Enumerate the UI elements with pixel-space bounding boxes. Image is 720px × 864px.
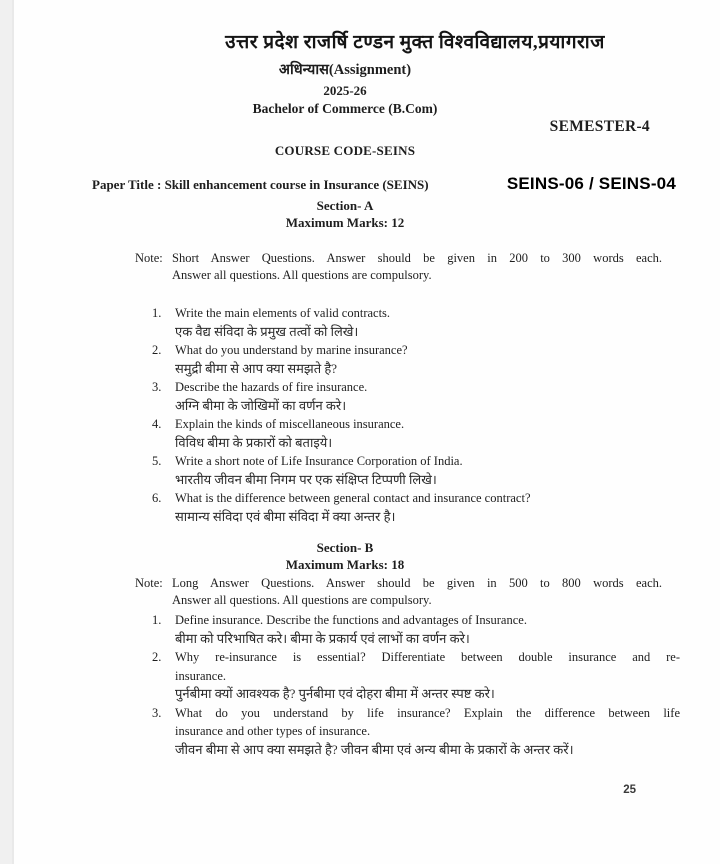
question-text-en: Define insurance. Describe the functions and advantages of Insurance.: [175, 613, 527, 627]
question-text-en: What is the difference between general contact and insurance contract?: [175, 491, 531, 505]
note-label: Note:: [135, 576, 163, 590]
question-text-en: Explain the kinds of miscellaneous insurance.: [175, 417, 405, 431]
question-number: 3.: [152, 705, 162, 720]
question-number: 2.: [152, 343, 162, 357]
paper-code: SEINS-06 / SEINS-04: [506, 174, 676, 193]
note-text: [172, 575, 662, 609]
semester-label: SEMESTER-4: [549, 118, 650, 135]
question-text-en: What do you understand by marine insurance?: [175, 343, 408, 357]
question-number: 4.: [152, 417, 162, 431]
course-code: COURSE CODE-SEINS: [274, 143, 416, 158]
question-item: [152, 415, 676, 452]
session-year: 2025-26: [323, 83, 367, 98]
question-text-hi: बीमा को परिभाषित करे। बीमा के प्रकार्य एवं लाभों का वर्णन करे।: [175, 630, 470, 646]
note-label: Note:: [135, 251, 163, 265]
question-text-en: Write a short note of Life Insurance Corporation of India.: [175, 454, 463, 468]
question-text-en: Write the main elements of valid contracts.: [175, 306, 391, 320]
question-item: [152, 704, 680, 760]
section-b-max-marks: Maximum Marks: 18: [285, 557, 405, 572]
question-number: 5.: [152, 454, 162, 468]
question-text-hi: अग्नि बीमा के जोखिमों का वर्णन करे।: [175, 397, 347, 413]
question-text-en: What do you understand by life insurance? Explain the difference between life: [175, 705, 680, 720]
page-number: 25: [623, 784, 636, 796]
question-number: 1.: [152, 613, 162, 627]
question-item: [152, 489, 676, 526]
note-line: Short Answer Questions. Answer should be given in 200 to 300 words each.: [172, 251, 662, 265]
question-number: 1.: [152, 306, 162, 320]
section-b-heading: Section- B: [316, 540, 374, 555]
question-item: [152, 378, 676, 415]
section-a-max-marks: Maximum Marks: 12: [285, 215, 405, 230]
question-item: [152, 452, 676, 489]
scanned-page-edge: [0, 0, 14, 864]
note-line: Long Answer Questions. Answer should be given in 500 to 800 words each.: [172, 576, 662, 590]
note-line: Answer all questions. All questions are compulsory.: [172, 268, 432, 282]
question-text-hi: सामान्य संविदा एवं बीमा संविदा में क्या अन्तर है।: [175, 508, 396, 524]
note-line: Answer all questions. All questions are compulsory.: [172, 593, 432, 607]
question-item: [152, 304, 676, 341]
question-text-hi: जीवन बीमा से आप क्या समझते है? जीवन बीमा एवं अन्य बीमा के प्रकारों के अन्तर करें।: [175, 741, 574, 757]
program-name: Bachelor of Commerce (B.Com): [252, 101, 438, 116]
assignment-label: अधिन्यास(Assignment): [278, 62, 412, 78]
question-text-hi: विविध बीमा के प्रकारों को बताइये।: [175, 434, 333, 450]
question-number: 2.: [152, 650, 162, 664]
document-content: [14, 0, 680, 759]
section-b-note: [135, 575, 662, 609]
question-text-en: Why re-insurance is essential? Differentiate between double insurance and re-: [175, 650, 680, 664]
section-a-question-list: [152, 304, 676, 526]
paper-title-row: [14, 174, 676, 195]
question-item: [152, 341, 676, 378]
question-text-en: insurance and other types of insurance.: [175, 724, 371, 738]
question-item: [152, 648, 680, 704]
question-text-hi: भारतीय जीवन बीमा निगम पर एक संक्षिप्त टिप्पणी लिखे।: [175, 471, 437, 487]
question-item: [152, 611, 676, 648]
paper-title: Paper Title : Skill enhancement course in Insurance (SEINS): [92, 177, 429, 192]
note-text: [172, 250, 662, 284]
section-a-heading: Section- A: [316, 198, 374, 213]
question-text-hi: समुद्री बीमा से आप क्या समझते है?: [175, 360, 338, 376]
question-text-en: insurance.: [175, 668, 227, 683]
question-number: 3.: [152, 380, 162, 394]
question-number: 6.: [152, 491, 162, 505]
section-a-note: [135, 250, 662, 284]
question-text-hi: एक वैद्य संविदा के प्रमुख तत्वों को लिखे।: [175, 323, 359, 339]
question-text-hi: पुर्नबीमा क्यों आवश्यक है? पुर्नबीमा एवं दोहरा बीमा में अन्तर स्पष्ट करे।: [175, 686, 495, 701]
section-b-question-list: [152, 611, 680, 759]
university-name: उत्तर प्रदेश राजर्षि टण्डन मुक्त विश्वविद्यालय,प्रयागराज: [225, 32, 605, 53]
question-text-en: Describe the hazards of fire insurance.: [175, 380, 368, 394]
